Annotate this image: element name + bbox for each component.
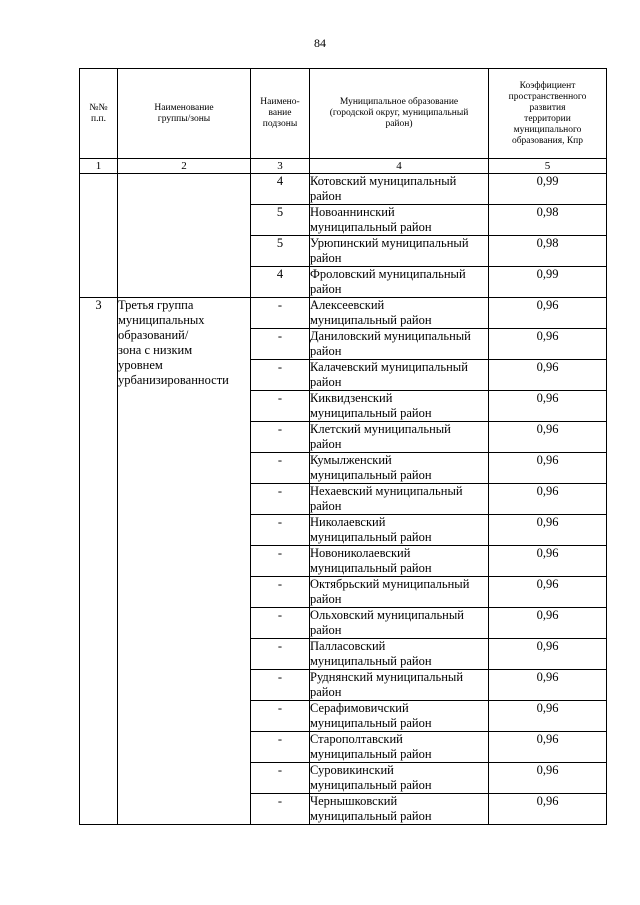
coefficient-cell: 0,98 <box>489 236 607 267</box>
header-municipality: Муниципальное образование (городской округ, муниципальный район) <box>310 69 489 159</box>
municipality-name-cell: Клетский муниципальный район <box>310 422 489 453</box>
coefficient-cell: 0,96 <box>489 453 607 484</box>
municipality-name-cell: Ольховский муниципальный район <box>310 608 489 639</box>
header-coefficient: Коэффициент пространственного развития территории муниципального образования, Кпр <box>489 69 607 159</box>
group-number-cell: 3 <box>80 298 118 825</box>
coefficient-cell: 0,96 <box>489 608 607 639</box>
subzone-cell: - <box>251 298 310 329</box>
group-number-cell <box>80 174 118 298</box>
coefficient-table <box>79 68 607 825</box>
subzone-cell: - <box>251 484 310 515</box>
column-number: 2 <box>118 159 251 174</box>
municipality-name-cell: Суровикинский муниципальный район <box>310 763 489 794</box>
coefficient-cell: 0,96 <box>489 763 607 794</box>
subzone-cell: - <box>251 701 310 732</box>
subzone-cell: 5 <box>251 236 310 267</box>
subzone-cell: 4 <box>251 174 310 205</box>
coefficient-cell: 0,96 <box>489 298 607 329</box>
subzone-cell: - <box>251 608 310 639</box>
coefficient-cell: 0,96 <box>489 639 607 670</box>
table-body <box>80 174 607 825</box>
subzone-cell: - <box>251 515 310 546</box>
coefficient-cell: 0,96 <box>489 546 607 577</box>
municipality-name-cell: Кумылженский муниципальный район <box>310 453 489 484</box>
header-num: №№ п.п. <box>80 69 118 159</box>
municipality-name-cell: Октябрьский муниципальный район <box>310 577 489 608</box>
municipality-name-cell: Даниловский муниципальный район <box>310 329 489 360</box>
coefficient-cell: 0,96 <box>489 422 607 453</box>
municipality-name-cell: Алексеевский муниципальный район <box>310 298 489 329</box>
coefficient-cell: 0,99 <box>489 267 607 298</box>
page-number: 84 <box>314 36 326 50</box>
subzone-cell: - <box>251 453 310 484</box>
subzone-cell: 5 <box>251 205 310 236</box>
municipality-name-cell: Киквидзенский муниципальный район <box>310 391 489 422</box>
subzone-cell: 4 <box>251 267 310 298</box>
municipality-name-cell: Николаевский муниципальный район <box>310 515 489 546</box>
coefficient-cell: 0,96 <box>489 670 607 701</box>
municipality-name-cell: Палласовский муниципальный район <box>310 639 489 670</box>
municipality-name-cell: Урюпинский муниципальный район <box>310 236 489 267</box>
coefficient-cell: 0,96 <box>489 701 607 732</box>
subzone-cell: - <box>251 794 310 825</box>
column-number-row <box>80 159 607 174</box>
municipality-name-cell: Чернышковский муниципальный район <box>310 794 489 825</box>
coefficient-cell: 0,99 <box>489 174 607 205</box>
coefficient-cell: 0,96 <box>489 794 607 825</box>
subzone-cell: - <box>251 360 310 391</box>
municipality-name-cell: Фроловский муниципальный район <box>310 267 489 298</box>
group-name-cell <box>118 174 251 298</box>
subzone-cell: - <box>251 732 310 763</box>
municipality-name-cell: Нехаевский муниципальный район <box>310 484 489 515</box>
subzone-cell: - <box>251 546 310 577</box>
header-subzone: Наимено- вание подзоны <box>251 69 310 159</box>
municipality-name-cell: Котовский муниципальный район <box>310 174 489 205</box>
municipality-name-cell: Серафимовичский муниципальный район <box>310 701 489 732</box>
subzone-cell: - <box>251 422 310 453</box>
group-name-cell: Третья группа муниципальных образований/ зона с низким уровнем урбанизированности <box>118 298 251 825</box>
coefficient-cell: 0,96 <box>489 515 607 546</box>
coefficient-cell: 0,96 <box>489 329 607 360</box>
subzone-cell: - <box>251 577 310 608</box>
coefficient-cell: 0,96 <box>489 391 607 422</box>
subzone-cell: - <box>251 329 310 360</box>
column-number: 1 <box>80 159 118 174</box>
subzone-cell: - <box>251 391 310 422</box>
column-number: 5 <box>489 159 607 174</box>
municipality-name-cell: Новоаннинский муниципальный район <box>310 205 489 236</box>
table-row <box>80 298 607 329</box>
coefficient-cell: 0,96 <box>489 577 607 608</box>
column-number: 4 <box>310 159 489 174</box>
coefficient-cell: 0,96 <box>489 360 607 391</box>
table-header-row <box>80 69 607 159</box>
coefficient-cell: 0,96 <box>489 484 607 515</box>
municipality-name-cell: Новониколаевский муниципальный район <box>310 546 489 577</box>
municipality-name-cell: Руднянский муниципальный район <box>310 670 489 701</box>
table-row <box>80 174 607 205</box>
municipality-name-cell: Старополтавский муниципальный район <box>310 732 489 763</box>
column-number: 3 <box>251 159 310 174</box>
municipality-name-cell: Калачевский муниципальный район <box>310 360 489 391</box>
header-group: Наименование группы/зоны <box>118 69 251 159</box>
coefficient-cell: 0,98 <box>489 205 607 236</box>
subzone-cell: - <box>251 763 310 794</box>
subzone-cell: - <box>251 639 310 670</box>
coefficient-cell: 0,96 <box>489 732 607 763</box>
subzone-cell: - <box>251 670 310 701</box>
